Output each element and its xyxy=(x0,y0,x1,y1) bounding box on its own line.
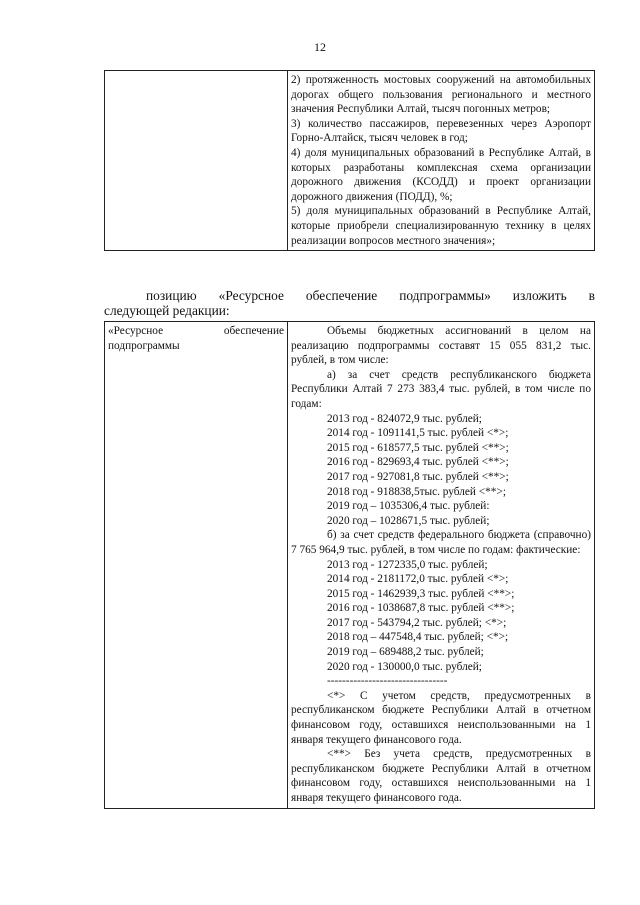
federal-year-2020: 2020 год - 130000,0 тыс. рублей; xyxy=(327,660,482,673)
indicator-item-3: 3) количество пассажиров, перевезенных через Аэропорт Горно-Алтайск, тысяч человек в год; xyxy=(291,117,591,145)
federal-year-2019: 2019 год – 689488,2 тыс. рублей; xyxy=(327,646,484,659)
indicators-table xyxy=(104,70,595,251)
federal-year-2016: 2016 год - 1038687,8 тыс. рублей <**>; xyxy=(327,602,515,615)
footnote-1: <*> С учетом средств, предусмотренных в республиканском бюджете Республики Алтай в отчетном финансовом году, оставшихся неиспользованными на 1 января текущего финансового года. xyxy=(291,689,591,746)
table1-left-cell xyxy=(105,71,288,251)
footnote-separator: -------------------------------- xyxy=(327,675,448,688)
regional-year-2017: 2017 год - 927081,8 тыс. рублей <**>; xyxy=(327,470,509,483)
regional-year-2016: 2016 год - 829693,4 тыс. рублей <**>; xyxy=(327,456,509,469)
page-number: 12 xyxy=(314,40,326,54)
table1-right-cell xyxy=(288,71,595,251)
federal-year-2015: 2015 год - 1462939,3 тыс. рублей <**>; xyxy=(327,587,515,600)
resource-table xyxy=(104,321,595,809)
indicator-item-2: 2) протяженность мостовых сооружений на автомобильных дорогах общего пользования регионального и местного значения Республики Алтай, тысяч погонных метров; xyxy=(291,74,591,116)
federal-year-2014: 2014 год - 2181172,0 тыс. рублей <*>; xyxy=(327,573,509,586)
regional-year-2015: 2015 год - 618577,5 тыс. рублей <**>; xyxy=(327,441,509,454)
regional-year-2020: 2020 год – 1028671,5 тыс. рублей; xyxy=(327,514,490,527)
regional-year-2014: 2014 год - 1091141,5 тыс. рублей <*>; xyxy=(327,427,509,440)
regional-year-2018: 2018 год - 918838,5тыс. рублей <**>; xyxy=(327,485,506,498)
regional-year-2019: 2019 год – 1035306,4 тыс. рублей: xyxy=(327,500,490,513)
regional-budget-header: а) за счет средств республиканского бюджета Республики Алтай 7 273 383,4 тыс. рублей, в том числе по годам: xyxy=(291,368,591,410)
indicator-item-5: 5) доля муниципальных образований в Республике Алтай, которые приобрели специализированную технику в целях реализации вопросов местного значения»; xyxy=(291,205,591,247)
indicator-item-4: 4) доля муниципальных образований в Республике Алтай, в которых разработаны комплексная схема организации дорожного движения (КСОДД) и проект организации дорожного движения (ПОДД), %; xyxy=(291,146,591,203)
resource-intro: Объемы бюджетных ассигнований в целом на реализацию подпрограммы составят 15 055 831,2 тыс. рублей, в том числе: xyxy=(291,325,591,367)
resource-label-cell: «Ресурсное обеспечение подпрограммы xyxy=(105,322,288,809)
instruction-line-2: следующей редакции: xyxy=(104,303,230,318)
federal-year-2018: 2018 год – 447548,4 тыс. рублей; <*>; xyxy=(327,631,509,644)
federal-budget-header: б) за счет средств федерального бюджета (справочно) 7 765 964,9 тыс. рублей, в том числе по годам: фактические: xyxy=(291,529,591,556)
federal-year-2017: 2017 год - 543794,2 тыс. рублей; <*>; xyxy=(327,616,507,629)
footnote-2: <**> Без учета средств, предусмотренных в республиканском бюджете Республики Алтай в отчетном финансовом году, оставшихся неиспользованными на 1 января текущего финансового года. xyxy=(291,748,591,804)
instruction-line-1: позицию «Ресурсное обеспечение подпрограммы» изложить в xyxy=(146,288,595,303)
instruction-text xyxy=(104,288,595,318)
federal-year-2013: 2013 год - 1272335,0 тыс. рублей; xyxy=(327,558,488,571)
resource-content-cell xyxy=(288,322,595,809)
regional-year-2013: 2013 год - 824072,9 тыс. рублей; xyxy=(327,412,482,425)
